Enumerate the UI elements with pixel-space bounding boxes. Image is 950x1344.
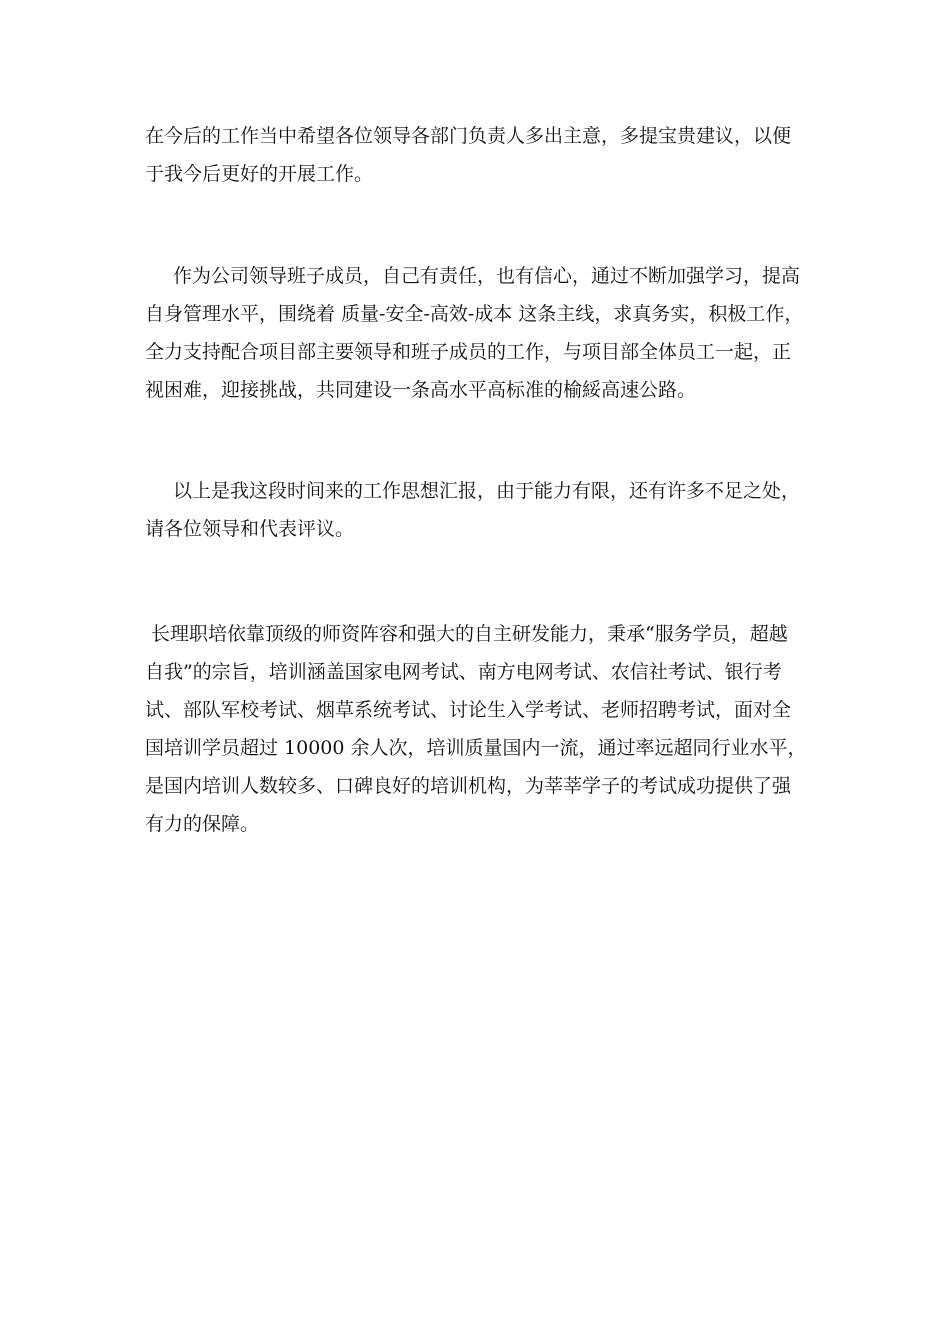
paragraph-line: 试、部队军校考试、烟草系统考试、讨论生入学考试、老师招聘考试，面对全 (145, 699, 792, 721)
paragraph-leadership-commitment (145, 257, 825, 409)
paragraph-line: 全力支持配合项目部主要领导和班子成员的工作，与项目部全体员工一起，正 (145, 341, 792, 363)
paragraph-line: 是国内培训人数较多、口碑良好的培训机构，为莘莘学子的考试成功提供了强 (145, 775, 792, 797)
paragraph-line: 长理职培依靠顶级的师资阵容和强大的自主研发能力，秉承“服务学员，超越 (151, 623, 788, 645)
paragraph-line: 自我”的宗旨，培训涵盖国家电网考试、南方电网考试、农信社考试、银行考 (145, 661, 782, 683)
paragraph-closing-report (145, 472, 825, 548)
paragraph-line: 视困难，迎接挑战，共同建设一条高水平高标准的榆綏高速公路。 (145, 379, 697, 401)
paragraph-line: 自身管理水平，围绕着 质量-安全-高效-成本 这条主线，求真务实，积极工作， (145, 303, 804, 325)
paragraph-line: 作为公司领导班子成员，自己有责任，也有信心，通过不断加强学习，提高 (173, 265, 801, 287)
paragraph-work-suggestions (145, 117, 825, 193)
paragraph-line: 于我今后更好的开展工作。 (145, 163, 374, 185)
paragraph-line: 以上是我这段时间来的工作思想汇报，由于能力有限，还有许多不足之处， (173, 480, 801, 502)
paragraph-line: 国培训学员超过 10000 余人次，培训质量国内一流，通过率远超同行业水平， (145, 737, 807, 759)
paragraph-training-advert (145, 615, 825, 843)
paragraph-line: 在今后的工作当中希望各位领导各部门负责人多出主意，多提宝贵建议，以便 (145, 125, 792, 147)
paragraph-line: 请各位领导和代表评议。 (145, 518, 355, 540)
paragraph-line: 有力的保障。 (145, 813, 260, 835)
